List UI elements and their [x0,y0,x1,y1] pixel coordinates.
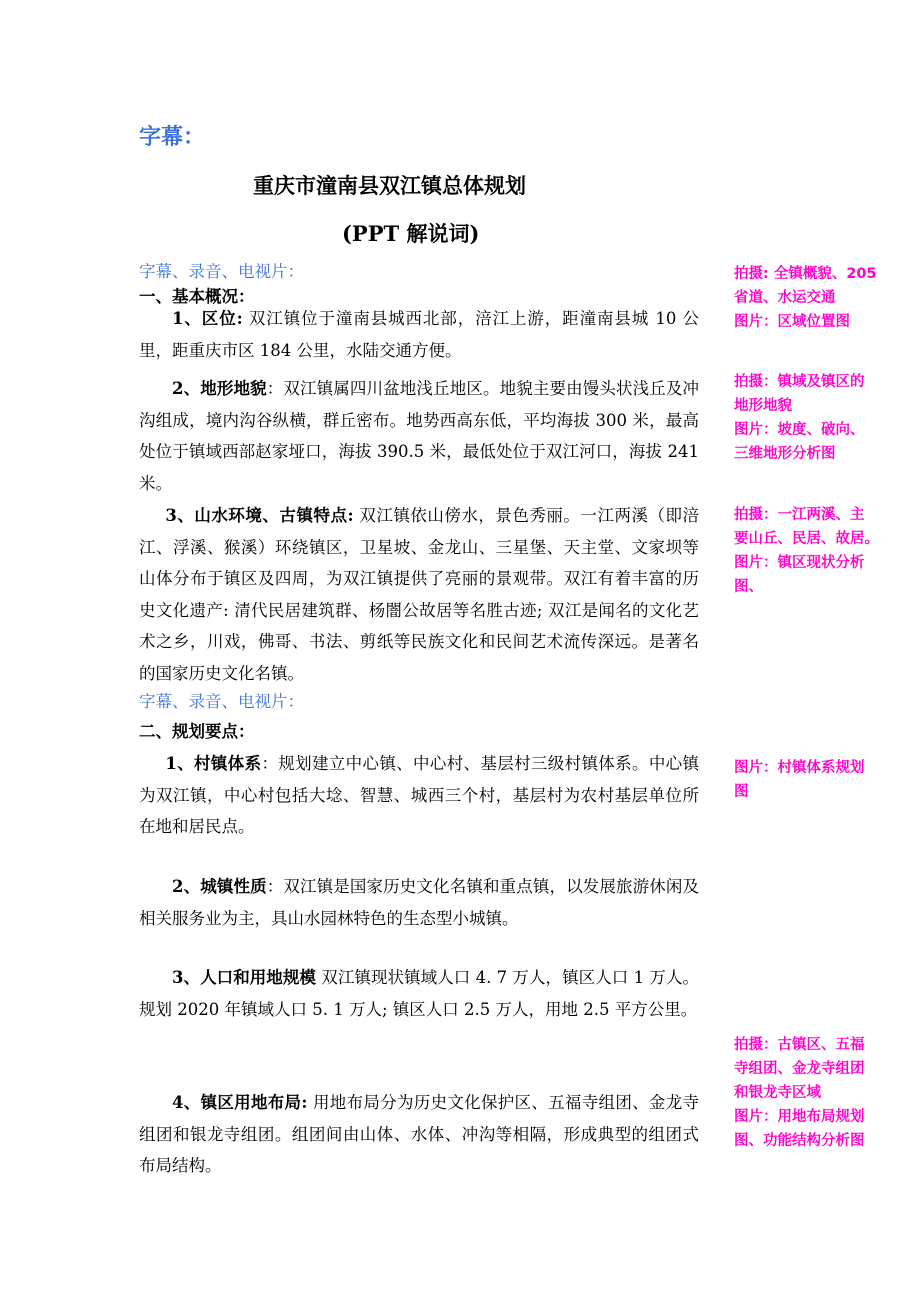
s1-item-3-label: 3、山水环境、古镇特点: [165,506,354,525]
s2-item-2-label: 2、城镇性质 [172,877,267,896]
side-note-1: 拍摄: 全镇概貌、205 省道、水运交通 图片：区域位置图 [734,266,877,330]
s2-item-4-text: 用地布局分为历史文化保护区、五福寺组团、金龙寺组团和银龙寺组团。组团间由山体、水体、冲沟等相隔，形成典型的组团式布局结构。 [139,1093,700,1175]
s2-item-2 [139,871,699,934]
section1-heading: 一、基本概况： [139,287,255,306]
s1-item-2-label: 2、地形地貌 [172,379,267,398]
caption-top: 字幕： [139,125,206,150]
s1-item-3 [139,500,699,689]
section1-caption: 字幕、录音、电视片： [139,262,304,281]
side-note-5: 拍摄：古镇区、五福 寺组团、金龙寺组团 和银龙寺区域 图片：用地布局规划 图、功能结构分析图 [734,1037,865,1149]
side-note-3: 拍摄：一江两溪、主 要山丘、民居、故居。 图片：镇区现状分析 图、 [734,507,879,595]
s1-item-1-text: 双江镇位于潼南县城西北部，涪江上游，距潼南县城 10 公里，距重庆市区 184 公里，水陆交通方便。 [139,309,699,360]
page-subtitle: (PPT 解说词) [342,221,480,246]
side-note-4: 图片：村镇体系规划 图 [734,760,865,800]
s2-item-3-text: 双江镇现状镇域人口 4. 7 万人，镇区人口 1 万人。规划 2020 年镇域人口 5. 1 万人; 镇区人口 2.5 万人，用地 2.5 平方公里。 [139,968,699,1019]
page-title: 重庆市潼南县双江镇总体规划 [253,173,526,198]
s2-item-3 [139,962,699,1025]
s1-item-2-text: ：双江镇属四川盆地浅丘地区。地貌主要由馒头状浅丘及冲沟组成，境内沟谷纵横，群丘密布。地势西高东低，平均海拔 300 米，最高处位于镇域西部赵家垭口，海拔 390.5 米，最低处位于双江河口，海拔 241 米。 [139,379,700,493]
section2-heading: 二、规划要点： [139,722,255,741]
section2-caption: 字幕、录音、电视片： [139,692,304,711]
s2-item-1-label: 1、村镇体系 [165,754,262,773]
s1-item-1-label: 1、区位: [172,309,243,328]
s2-item-2-text: ：双江镇是国家历史文化名镇和重点镇，以发展旅游休闲及相关服务业为主，具山水园林特色的生态型小城镇。 [139,877,700,928]
s2-item-1-text: ：规划建立中心镇、中心村、基层村三级村镇体系。中心镇为双江镇，中心村包括大埝、智慧、城西三个村，基层村为农村基层单位所在地和居民点。 [139,754,700,836]
s1-item-1 [139,303,699,366]
s2-item-4 [139,1087,699,1182]
s1-item-2 [139,373,699,499]
s2-item-3-label: 3、人口和用地规模 [172,968,316,987]
s2-item-4-label: 4、镇区用地布局: [172,1093,308,1112]
side-note-2: 拍摄：镇域及镇区的 地形地貌 图片：坡度、破向、 三维地形分析图 [734,374,865,462]
s1-item-3-text: 双江镇依山傍水，景色秀丽。一江两溪（即涪江、浮溪、猴溪）环绕镇区，卫星坡、金龙山、三星堡、天主堂、文家坝等山体分布于镇区及四周，为双江镇提供了亮丽的景观带。双江有着丰富的历史文化遗产: 清代民居建筑群、杨闇公故居等名胜古迹; 双江是闻名的文化艺术之乡，川戏，佛哥、书法、剪纸等民族文化和民间艺术流传深远。是著名的国家历史文化名镇。 [139,506,699,683]
s2-item-1 [139,748,699,843]
